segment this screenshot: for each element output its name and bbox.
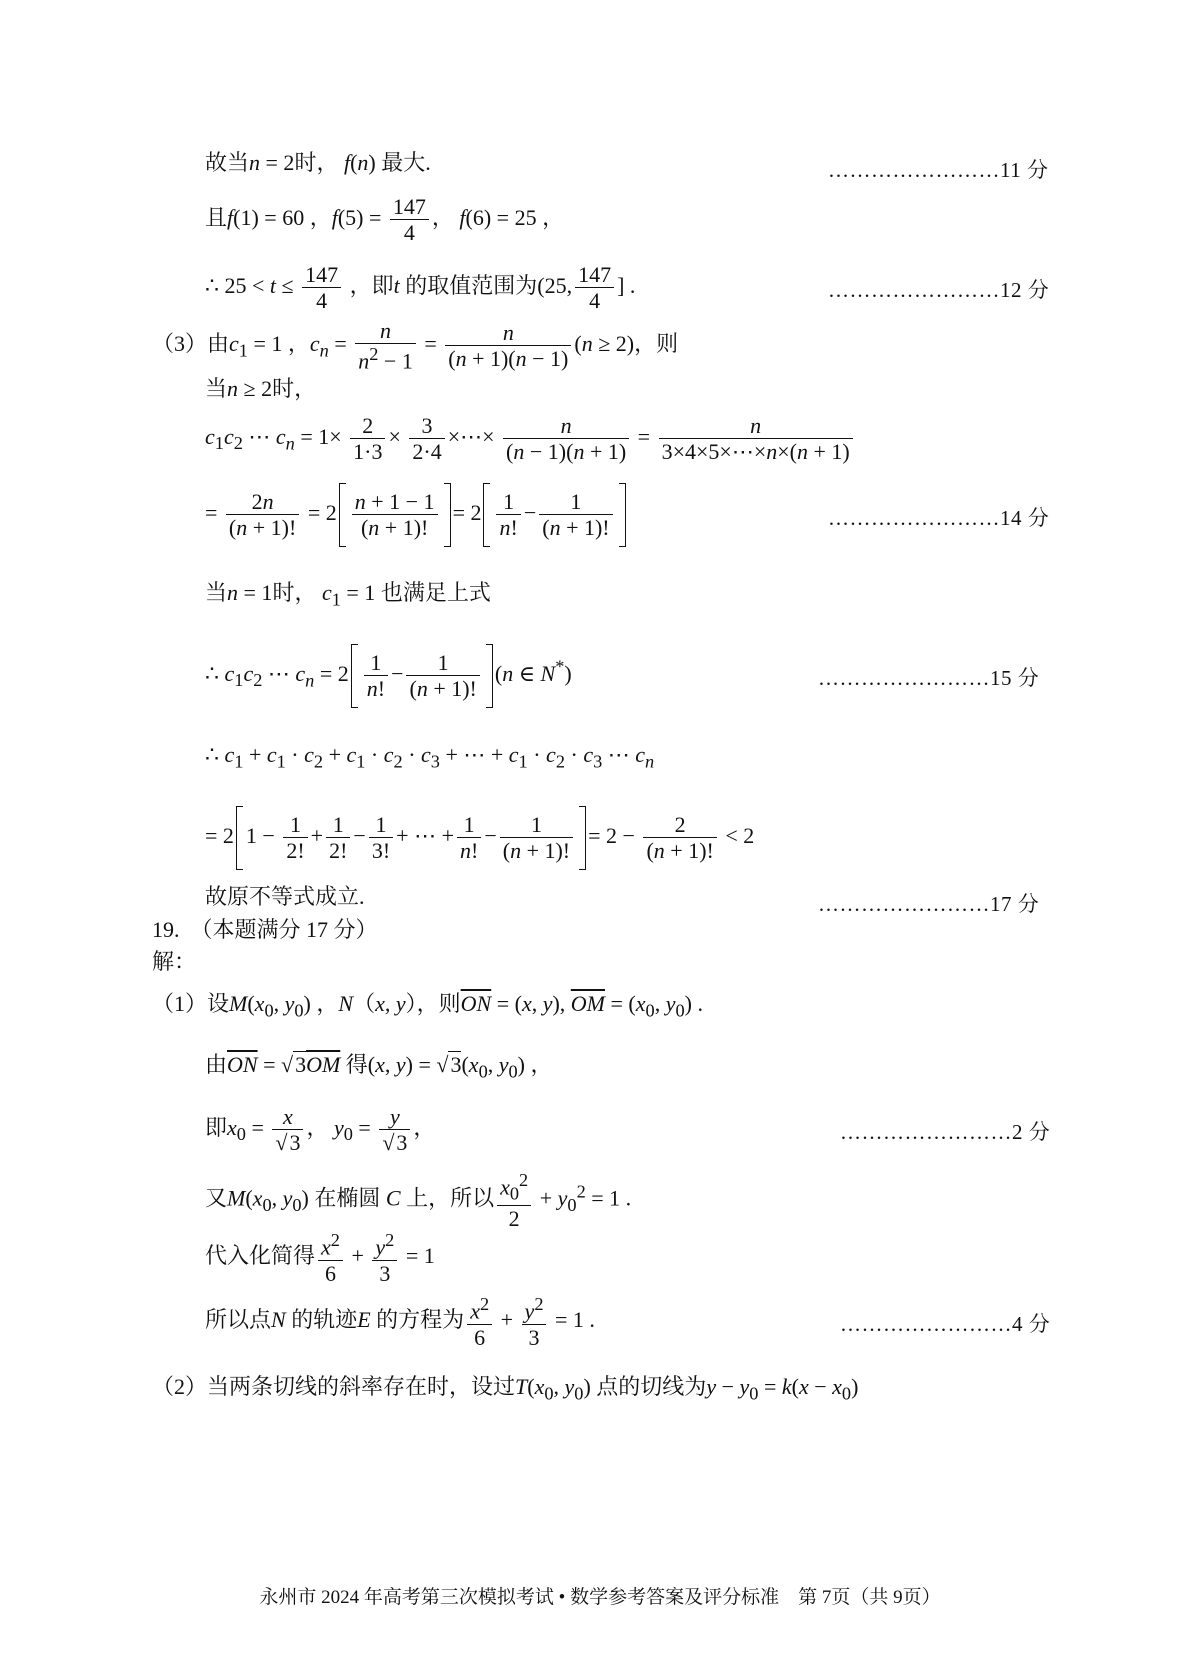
score-11: ……………………11 分 <box>828 158 1049 182</box>
score-4: ……………………4 分 <box>840 1312 1051 1336</box>
line-general-product: ∴ $c_1c_2$ ⋯ $c_n = 2$ $\frac{1}{n!}$ − $\frac{1}{(n + 1)!}$ (n ∈ N*) <box>205 648 572 704</box>
line-conclusion: 故原不等式成立. <box>205 884 365 909</box>
line-x0-y0: 即$x_0$ = $\frac{x}{√3}$ ， $y_0$ = $\frac{y}{√3}$ ， <box>205 1104 436 1156</box>
question-19-heading: 19. （本题满分 17 分） <box>152 917 378 942</box>
line-t-range: ∴ 25 < t ≤ $\frac{147}{4}$ ，即t 的取值范围为(25, $\frac{147}{4}$ ] . <box>205 262 636 314</box>
score-2: ……………………2 分 <box>840 1120 1051 1144</box>
line-f-values: 且f(1) = 60 ，f(5) = $\frac{147}{4}$ ， f(6) = 25 ， <box>205 194 565 246</box>
line-substitute: 代入化简得 $\frac{x^2}{6}$ + $\frac{y^2}{3}$ = 1 <box>205 1230 435 1286</box>
score-14: ……………………14 分 <box>828 506 1050 530</box>
line-n-equals-1: 当n = 1时， $c_1 = 1$ 也满足上式 <box>205 580 491 610</box>
line-n-equals-2: 故当n = 2时， f(n) 最大. <box>205 150 431 175</box>
score-17: ……………………17 分 <box>818 892 1040 916</box>
line-part-3: （3）由$c_1 = 1$ ，$c_n$ = $\frac{n}{n^2 - 1}$ = $\frac{n}{(n + 1)(n - 1)}$ (n ≥ 2)，则 <box>152 318 679 374</box>
line-sum-result: = 2 1 − $\frac{1}{2!}$ + $\frac{1}{2!}$ − $\frac{1}{3!}$ + ⋯ + $\frac{1}{n!}$ − $\frac{1}{(n + 1)!}$ = 2 − $\frac{2}{(n + 1)!}$ < 2 <box>205 810 754 866</box>
line-locus-equation: 所以点N 的轨迹E 的方程为 $\frac{x^2}{6}$ + $\frac{y^2}{3}$ = 1 . <box>205 1294 595 1350</box>
score-12: ……………………12 分 <box>828 278 1050 302</box>
line-on-ellipse: 又$M(x_0$, $y_0$) 在椭圆 C 上，所以 $\frac{x_0^2}{2}$ + $y_0^2 = 1$ . <box>205 1170 632 1231</box>
line-telescoping: = $\frac{2n}{(n + 1)!}$ = 2 $\frac{n + 1 - 1}{(n + 1)!}$ = 2 $\frac{1}{n!}$ − $\frac{1}{(n + 1)!}$ <box>205 487 628 543</box>
page-footer: 永州市 2024 年高考第三次模拟考试 • 数学参考答案及评分标准 第 7页（共 9页） <box>259 1587 941 1608</box>
line-sum: ∴ $c_1 + c_1 \cdot c_2 + c_1 \cdot c_2 \cdot c_3$ + ⋯ + $c_1 \cdot c_2 \cdot c_3$ ⋯ $c_n$ <box>205 742 655 772</box>
line-q19-part-2: （2）当两条切线的斜率存在时，设过$T(x_0$, $y_0$) 点的切线为$y - y_0 = k(x - x_0)$ <box>152 1374 859 1404</box>
score-15: ……………………15 分 <box>818 666 1040 690</box>
line-q19-part-1: （1）设$M(x_0$, $y_0$) ，N（x, y），则$\overline{ON} = (x$, y), $\overline{OM} = (x_0$, $y_0$) . <box>152 991 703 1021</box>
line-n-ge-2: 当n ≥ 2时， <box>205 376 317 401</box>
line-vector-relation: 由$\overline{ON} = √3\overline{OM}$ 得(x, $y) = √3(x_0$, $y_0$) ， <box>205 1052 553 1082</box>
line-product: $c_1c_2$ ⋯ $c_n = 1\times$ $\frac{2}{1\cdot 3}$ × $\frac{3}{2\cdot 4}$ ×⋯× $\frac{n}{(n - 1)(n + 1)}$ = $\frac{n}{3\times 4\times 5\times\cdots\times n\times(n + 1)}$ <box>205 413 856 465</box>
solution-label: 解： <box>152 949 197 974</box>
